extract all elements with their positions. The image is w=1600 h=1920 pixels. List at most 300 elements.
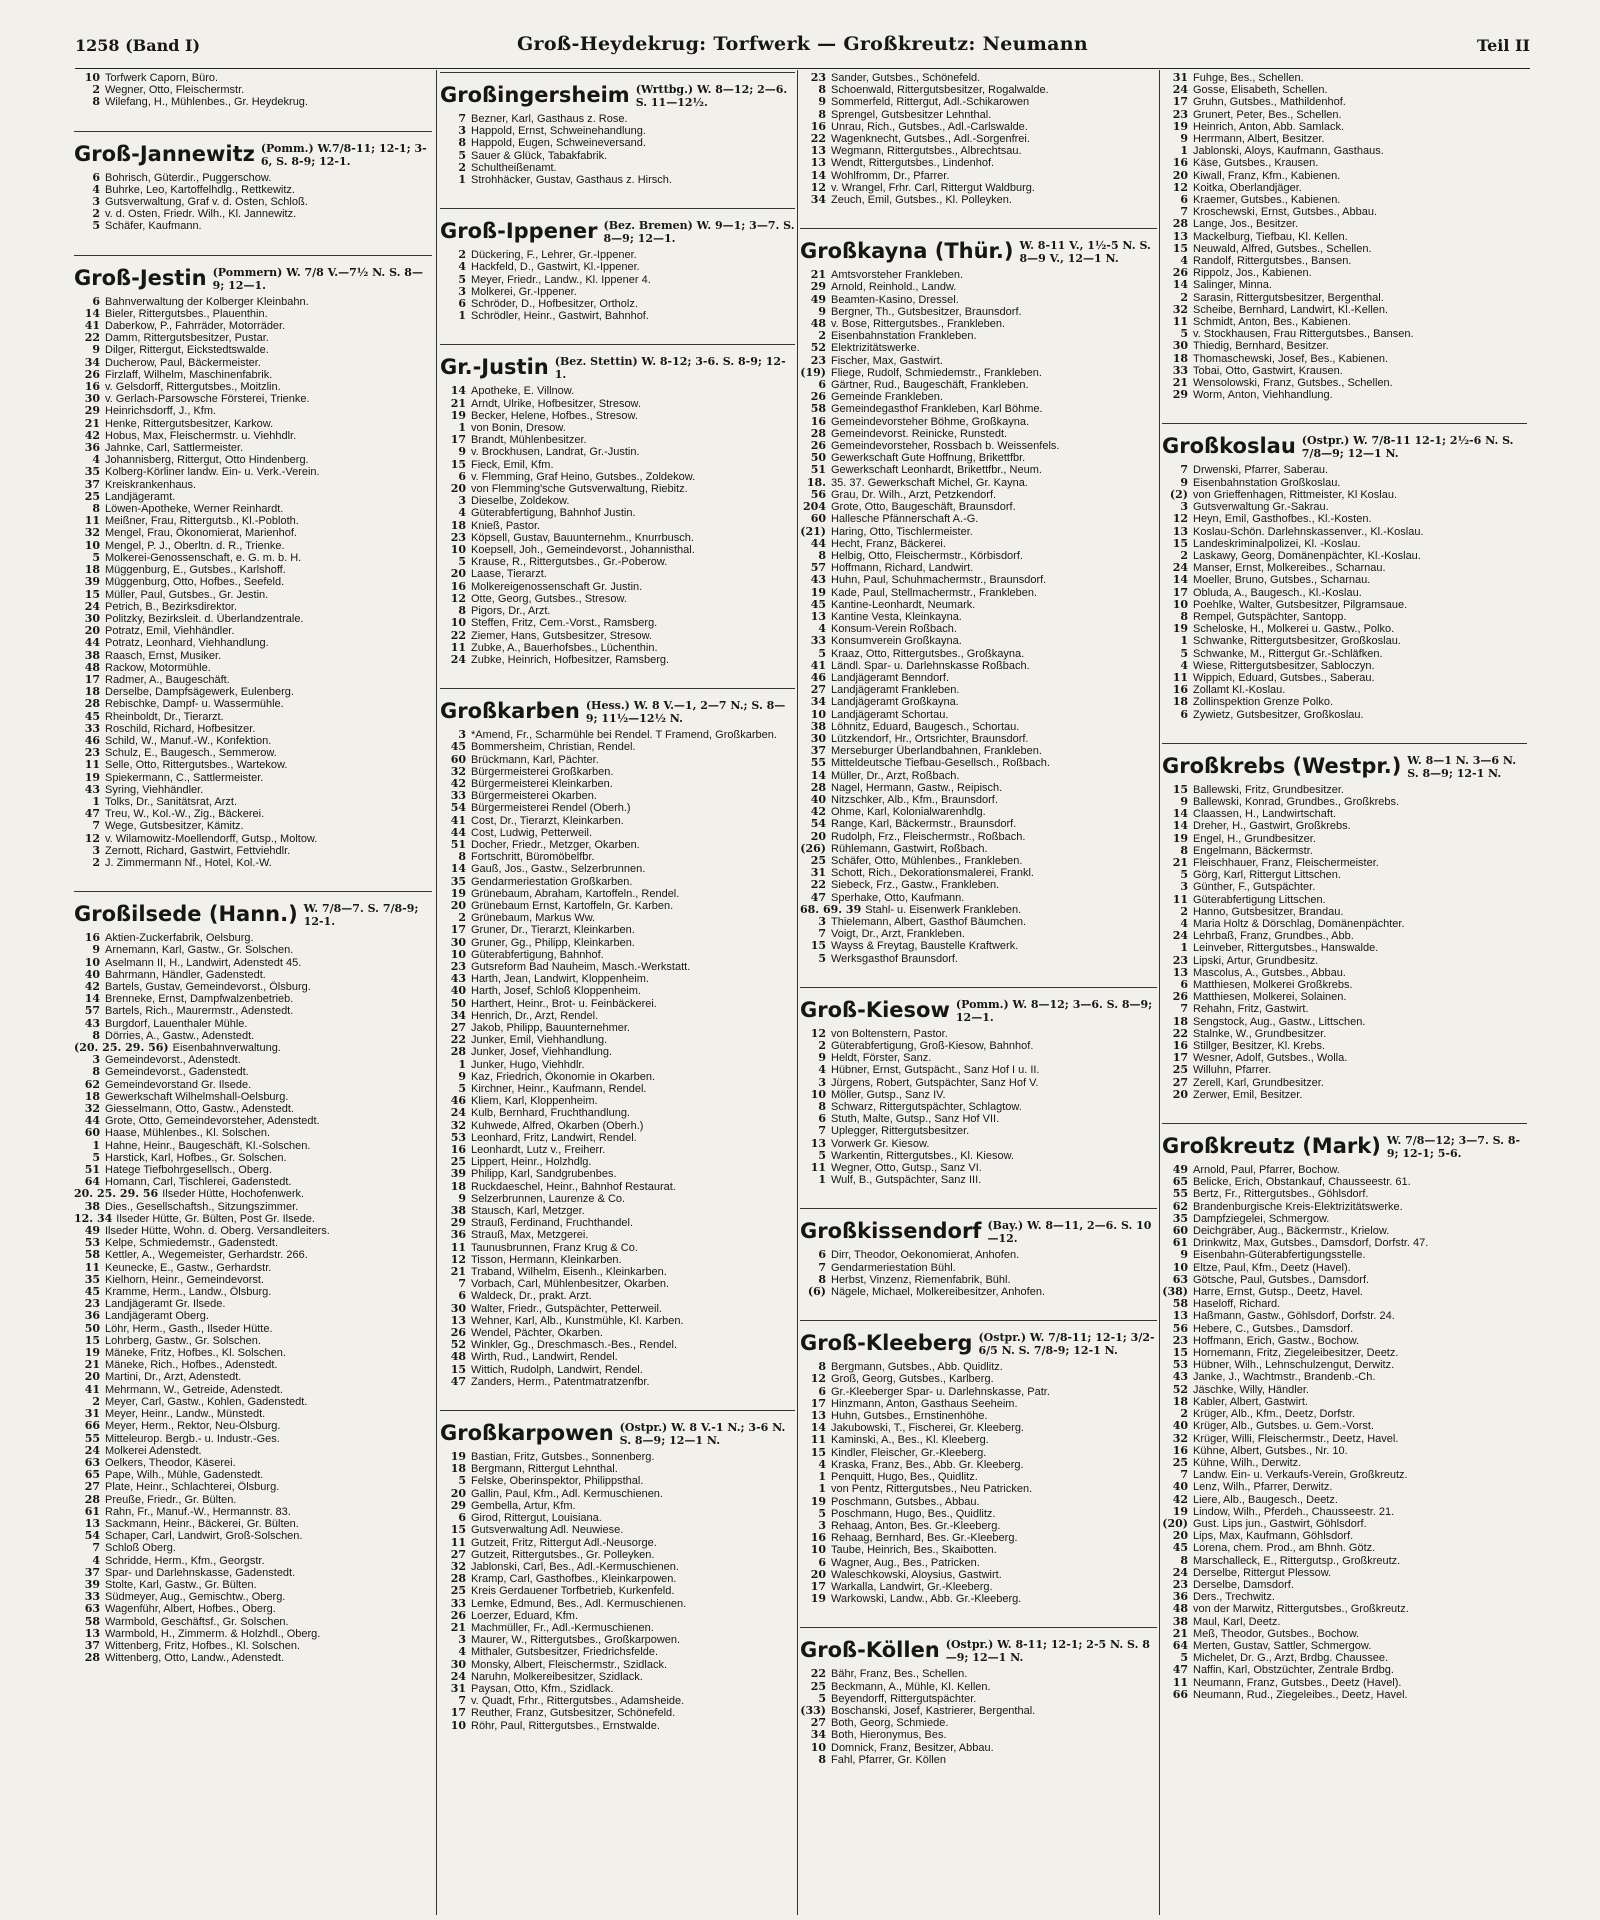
subscriber-name: Lipski, Artur, Grundbesitz. bbox=[1193, 954, 1319, 967]
subscriber-entry bbox=[1162, 1028, 1527, 1040]
phone-number: 53 bbox=[84, 1237, 100, 1250]
phone-number: 49 bbox=[84, 1225, 100, 1238]
subscriber-entry bbox=[440, 174, 795, 186]
subscriber-entry bbox=[800, 1693, 1157, 1705]
subscriber-entry bbox=[800, 1410, 1157, 1422]
subscriber-entry bbox=[74, 442, 432, 454]
subscriber-entry bbox=[74, 393, 432, 405]
subscriber-entry bbox=[440, 398, 795, 410]
subscriber-entry bbox=[800, 1162, 1157, 1174]
phone-number: 3 bbox=[818, 1076, 826, 1089]
subscriber-name: Daberkow, P., Fahrräder, Motorräder. bbox=[105, 320, 286, 333]
subscriber-entry bbox=[440, 790, 795, 802]
subscriber-entry bbox=[74, 1616, 432, 1628]
subscriber-name: Maul, Karl, Deetz. bbox=[1193, 1615, 1281, 1628]
office-hours: (Ostpr.) W. 8-11; 12-1; 2-5 N. S. 8—9; 12—1 N. bbox=[945, 1638, 1150, 1665]
phone-number: 15 bbox=[450, 1524, 466, 1537]
subscriber-entry bbox=[440, 495, 795, 507]
phone-number: 54 bbox=[810, 818, 826, 831]
subscriber-entry bbox=[1162, 477, 1527, 489]
phone-number: 21 bbox=[1172, 1627, 1188, 1640]
subscriber-entry bbox=[74, 1286, 432, 1298]
phone-number: 9 bbox=[458, 446, 466, 459]
subscriber-name: v. d. Osten, Friedr. Wilh., Kl. Jannewitz. bbox=[105, 208, 297, 221]
subscriber-name: Rackow, Motormühle. bbox=[105, 661, 211, 674]
phone-number: 4 bbox=[1180, 659, 1188, 672]
subscriber-entry bbox=[440, 888, 795, 900]
phone-number: 4 bbox=[1180, 255, 1188, 268]
subscriber-name: Bürgermeisterei Rendel (Oberh.) bbox=[471, 802, 631, 815]
subscriber-name: Kühne, Wilh., Derwitz. bbox=[1193, 1456, 1302, 1469]
subscriber-entry bbox=[74, 1140, 432, 1152]
subscriber-entry bbox=[74, 344, 432, 356]
subscriber-name: Gendarmeriestation Großkarben. bbox=[471, 875, 633, 888]
phone-number: 24 bbox=[450, 1670, 466, 1683]
phone-number: 7 bbox=[458, 1695, 466, 1708]
subscriber-entry bbox=[440, 249, 795, 261]
phone-number: 25 bbox=[84, 490, 100, 503]
subscriber-name: Arnold, Paul, Pfarrer, Bochow. bbox=[1193, 1164, 1340, 1177]
phone-number: 13 bbox=[1172, 230, 1188, 243]
subscriber-entry bbox=[800, 1077, 1157, 1089]
phone-number: 33 bbox=[1172, 364, 1188, 377]
subscriber-name: Bergmann, Rittergut Lehnthal. bbox=[471, 1463, 618, 1476]
subscriber-name: Grünebaum, Abraham, Kartoffeln., Rendel. bbox=[471, 887, 680, 900]
phone-number: 22 bbox=[810, 1668, 826, 1681]
subscriber-name: Laase, Tierarzt. bbox=[471, 568, 547, 581]
subscriber-entry bbox=[74, 1030, 432, 1042]
subscriber-entry bbox=[74, 993, 432, 1005]
subscriber-entry bbox=[1162, 942, 1527, 954]
subscriber-name: Krüger, Alb., Gutsbes. u. Gem.-Vorst. bbox=[1193, 1420, 1374, 1433]
subscriber-entry bbox=[74, 1371, 432, 1383]
subscriber-name: Rempel, Gutspächter, Santopp. bbox=[1193, 610, 1347, 623]
subscriber-entry bbox=[800, 330, 1157, 342]
subscriber-entry bbox=[1162, 1274, 1527, 1286]
subscriber-name: Käse, Gutsbes., Krausen. bbox=[1193, 157, 1319, 170]
phone-number: 42 bbox=[450, 777, 466, 790]
subscriber-entry bbox=[440, 471, 795, 483]
phone-number: 16 bbox=[1172, 157, 1188, 170]
subscriber-name: Ballewski, Konrad, Grundbes., Großkrebs. bbox=[1193, 795, 1400, 808]
subscriber-entry bbox=[800, 855, 1157, 867]
phone-number: 10 bbox=[1172, 598, 1188, 611]
subscriber-entry bbox=[1162, 660, 1527, 672]
subscriber-entry bbox=[74, 172, 432, 184]
subscriber-entry bbox=[440, 815, 795, 827]
phone-number: 15 bbox=[810, 1446, 826, 1459]
subscriber-entry bbox=[800, 452, 1157, 464]
subscriber-entry bbox=[74, 1555, 432, 1567]
subscriber-name: Bürgermeisterei Großkarben. bbox=[471, 765, 614, 778]
subscriber-entry bbox=[1162, 894, 1527, 906]
phone-number: 8 bbox=[458, 137, 466, 150]
phone-number: 4 bbox=[1180, 917, 1188, 930]
subscriber-name: Köpsell, Gustav, Bauunternehm., Knurrbusch. bbox=[471, 531, 694, 544]
place-name: Großkissendorf bbox=[800, 1219, 982, 1244]
subscriber-entry bbox=[800, 440, 1157, 452]
subscriber-name: Grote, Otto, Gemeindevorsteher, Adenstedt. bbox=[105, 1115, 320, 1128]
subscriber-name: Mengel, P. J., Oberltn. d. R., Trienke. bbox=[105, 539, 285, 552]
phone-number: 26 bbox=[1172, 991, 1188, 1004]
phone-number: 5 bbox=[458, 1475, 466, 1488]
phone-number: 10 bbox=[450, 544, 466, 557]
phone-number: 20 bbox=[84, 625, 100, 638]
subscriber-name: Mäneke, Rich., Hofbes., Adenstedt. bbox=[105, 1359, 278, 1372]
subscriber-entry bbox=[74, 320, 432, 332]
subscriber-name: Penquitt, Hugo, Bes., Quidlitz. bbox=[831, 1471, 978, 1484]
phone-number: 34 bbox=[810, 1729, 826, 1742]
subscriber-name: von Bonin, Dresow. bbox=[471, 422, 566, 435]
subscriber-name: Bürgermeisterei Kleinkarben. bbox=[471, 777, 613, 790]
subscriber-name: Beckmann, A., Mühle, Kl. Kellen. bbox=[831, 1680, 991, 1693]
phone-number: 10 bbox=[84, 72, 100, 84]
phone-number: 17 bbox=[84, 673, 100, 686]
subscriber-entry bbox=[74, 1335, 432, 1347]
phone-number: 31 bbox=[1172, 72, 1188, 84]
subscriber-name: Salinger, Minna. bbox=[1193, 279, 1272, 292]
subscriber-name: Treu, W., Kol.-W., Zig., Bäckerei. bbox=[105, 808, 265, 821]
subscriber-name: Gärtner, Rud., Baugeschäft, Frankleben. bbox=[831, 379, 1029, 392]
subscriber-entry bbox=[800, 879, 1157, 891]
phone-number: 36 bbox=[1172, 1591, 1188, 1604]
subscriber-name: Gemeindevorst., Adenstedt. bbox=[105, 1054, 241, 1067]
subscriber-entry bbox=[74, 296, 432, 308]
phone-number: 6 bbox=[92, 295, 100, 308]
subscriber-name: Tisson, Hermann, Kleinkarben. bbox=[471, 1253, 622, 1266]
subscriber-entry bbox=[800, 587, 1157, 599]
subscriber-entry bbox=[74, 308, 432, 320]
subscriber-name: v. Flemming, Graf Heino, Gutsbes., Zoldekow. bbox=[471, 470, 696, 483]
subscriber-entry bbox=[440, 310, 795, 322]
subscriber-entry bbox=[800, 928, 1157, 940]
phone-number: 14 bbox=[810, 1422, 826, 1435]
subscriber-entry bbox=[800, 489, 1157, 501]
phone-number: 45 bbox=[450, 741, 466, 754]
subscriber-entry bbox=[1162, 389, 1527, 401]
place-header bbox=[440, 1410, 795, 1447]
subscriber-name: Kramme, Herm., Landw., Ölsburg. bbox=[105, 1286, 272, 1299]
phone-number: 14 bbox=[450, 385, 466, 398]
place-name: Groß-Kleeberg bbox=[800, 1331, 973, 1356]
phone-number: 3 bbox=[458, 285, 466, 298]
subscriber-name: Südmeyer, Aug., Gemischtw., Oberg. bbox=[105, 1591, 286, 1604]
phone-number: 20 bbox=[810, 830, 826, 843]
subscriber-name: Haase, Mühlenbes., Kl. Solschen. bbox=[105, 1127, 271, 1140]
subscriber-entry bbox=[440, 900, 795, 912]
subscriber-name: Torfwerk Caporn, Büro. bbox=[105, 72, 219, 84]
subscriber-name: Wagenführ, Albert, Hofbes., Oberg. bbox=[105, 1603, 276, 1616]
subscriber-entry bbox=[1162, 464, 1527, 476]
subscriber-entry bbox=[74, 1494, 432, 1506]
place-header bbox=[800, 228, 1157, 265]
office-hours: (Bez. Bremen) W. 9—1; 3—7. S. 8—9; 12—1. bbox=[603, 219, 795, 246]
place-section bbox=[74, 255, 432, 870]
phone-number: 38 bbox=[810, 720, 826, 733]
subscriber-entry bbox=[440, 998, 795, 1010]
subscriber-name: Landjägeramt Oberg. bbox=[105, 1310, 209, 1323]
phone-number: 13 bbox=[1172, 525, 1188, 538]
subscriber-name: Michelet, Dr. G., Arzt, Brdbg. Chaussee. bbox=[1193, 1652, 1389, 1665]
subscriber-name: Sander, Gutsbes., Schönefeld. bbox=[831, 72, 981, 84]
place-header bbox=[74, 131, 432, 168]
phone-number: 5 bbox=[1180, 328, 1188, 341]
phone-number: 14 bbox=[1172, 279, 1188, 292]
phone-number: 11 bbox=[84, 759, 100, 772]
subscriber-entry bbox=[440, 1266, 795, 1278]
subscriber-entry bbox=[74, 784, 432, 796]
subscriber-name: Molkereigenossenschaft Gr. Justin. bbox=[471, 580, 643, 593]
subscriber-name: Rippolz, Jos., Kabienen. bbox=[1193, 267, 1312, 280]
subscriber-name: Koitka, Oberlandjäger. bbox=[1193, 181, 1302, 194]
subscriber-entry bbox=[440, 654, 795, 666]
phone-number: 11 bbox=[1172, 316, 1188, 329]
subscriber-name: Poehlke, Walter, Gutsbesitzer, Pilgramsaue. bbox=[1193, 598, 1408, 611]
subscriber-name: Bergmann, Gutsbes., Abb. Quidlitz. bbox=[831, 1361, 1003, 1374]
subscriber-name: Kabler, Albert, Gastwirt. bbox=[1193, 1395, 1308, 1408]
phone-number: 11 bbox=[1172, 893, 1188, 906]
subscriber-name: Naruhn, Molkereibesitzer, Szidlack. bbox=[471, 1670, 643, 1683]
phone-number: 5 bbox=[818, 1692, 826, 1705]
subscriber-name: Liere, Alb., Baugesch., Deetz. bbox=[1193, 1493, 1338, 1506]
subscriber-entry bbox=[800, 867, 1157, 879]
subscriber-name: Wagner, Aug., Bes., Patricken. bbox=[831, 1556, 980, 1569]
subscriber-name: Kaminski, A., Bes., Kl. Kleeberg. bbox=[831, 1434, 989, 1447]
subscriber-entry bbox=[1162, 231, 1527, 243]
subscriber-entry bbox=[440, 1646, 795, 1658]
subscriber-entry bbox=[800, 170, 1157, 182]
phone-number: 8 bbox=[818, 1753, 826, 1766]
subscriber-entry bbox=[440, 1217, 795, 1229]
phone-number: 12 bbox=[810, 1027, 826, 1040]
phone-number: 28 bbox=[1172, 218, 1188, 231]
subscriber-entry bbox=[440, 754, 795, 766]
subscriber-entry bbox=[1162, 1213, 1527, 1225]
subscriber-entry bbox=[1162, 1298, 1527, 1310]
phone-number: 10 bbox=[810, 1088, 826, 1101]
subscriber-name: Beamten-Kasino, Dressel. bbox=[831, 293, 959, 306]
subscriber-name: Warmbold, H., Zimmerm. & Holzhdl., Oberg. bbox=[105, 1627, 321, 1640]
column-divider bbox=[797, 70, 798, 1915]
phone-number: 60 bbox=[1172, 1225, 1188, 1238]
phone-number: 30 bbox=[450, 1302, 466, 1315]
subscriber-entry bbox=[440, 1107, 795, 1119]
phone-number: 21 bbox=[1172, 377, 1188, 390]
phone-number: 18. bbox=[806, 476, 826, 489]
phone-number: 53 bbox=[450, 1131, 466, 1144]
subscriber-entry bbox=[800, 709, 1157, 721]
phone-number: 61 bbox=[84, 1505, 100, 1518]
phone-number: 2 bbox=[1180, 1408, 1188, 1421]
phone-number: 55 bbox=[1172, 1188, 1188, 1201]
phone-number: 23 bbox=[84, 1298, 100, 1311]
subscriber-entry bbox=[1162, 833, 1527, 845]
subscriber-entry bbox=[1162, 292, 1527, 304]
subscriber-entry bbox=[800, 194, 1157, 206]
subscriber-entry bbox=[800, 757, 1157, 769]
phone-number: 3 bbox=[92, 1054, 100, 1067]
subscriber-entry bbox=[800, 1089, 1157, 1101]
subscriber-name: Groß, Georg, Gutsbes., Karlberg. bbox=[831, 1373, 994, 1386]
subscriber-name: Güterabfertigung, Bahnhof Justin. bbox=[471, 507, 636, 520]
subscriber-entry bbox=[800, 367, 1157, 379]
phone-number: 47 bbox=[810, 891, 826, 904]
subscriber-name: v. Wilamowitz-Moellendorff, Gutsp., Moltow. bbox=[105, 832, 318, 845]
subscriber-name: Gemeindevorsteher, Rossbach b. Weissenfels. bbox=[831, 440, 1060, 453]
phone-number: 18 bbox=[1172, 1015, 1188, 1028]
subscriber-name: Gr.-Kleeberger Spar- u. Darlehnskasse, Patr. bbox=[831, 1385, 1050, 1398]
subscriber-name: Spar- und Darlehnskasse, Gadenstedt. bbox=[105, 1566, 296, 1579]
phone-number: 17 bbox=[1172, 1052, 1188, 1065]
subscriber-name: Warkalla, Landwirt, Gr.-Kleeberg. bbox=[831, 1580, 993, 1593]
subscriber-entry bbox=[1162, 267, 1527, 279]
subscriber-name: Meyer, Friedr., Landw., Kl. Ippener 4. bbox=[471, 273, 651, 286]
place-section bbox=[1162, 72, 1527, 401]
phone-number: 26 bbox=[84, 368, 100, 381]
subscriber-name: Stahl- u. Eisenwerk Frankleben. bbox=[865, 903, 1022, 916]
subscriber-entry bbox=[74, 1542, 432, 1554]
place-header bbox=[800, 1208, 1157, 1245]
phone-number: 56 bbox=[810, 488, 826, 501]
subscriber-name: Wege, Gutsbesitzer, Kämitz. bbox=[105, 820, 244, 833]
subscriber-entry bbox=[1162, 1677, 1527, 1689]
subscriber-name: Bohrisch, Güterdir., Puggerschow. bbox=[105, 171, 272, 184]
phone-number: 50 bbox=[450, 997, 466, 1010]
subscriber-name: Gust. Lips jun., Gastwirt, Göhlsdorf. bbox=[1193, 1517, 1367, 1530]
subscriber-name: Krüger, Alb., Kfm., Deetz, Dorfstr. bbox=[1193, 1408, 1356, 1421]
subscriber-name: Homann, Carl, Tischlerei, Gadenstedt. bbox=[105, 1176, 292, 1189]
phone-number: 11 bbox=[84, 515, 100, 528]
subscriber-entry bbox=[1162, 513, 1527, 525]
subscriber-name: Koslau-Schön. Darlehnskassenver., Kl.-Koslau. bbox=[1193, 525, 1424, 538]
phone-number: 32 bbox=[84, 1103, 100, 1116]
phone-number: 19 bbox=[810, 1495, 826, 1508]
subscriber-entry bbox=[74, 1103, 432, 1115]
subscriber-name: Mitteleurop. Bergb.- u. Industr.-Ges. bbox=[105, 1432, 280, 1445]
phone-number: 31 bbox=[450, 1682, 466, 1695]
subscriber-entry bbox=[74, 662, 432, 674]
subscriber-name: Wirth, Rud., Landwirt, Rendel. bbox=[471, 1351, 618, 1364]
phone-number: 54 bbox=[450, 802, 466, 815]
phone-number: 23 bbox=[810, 72, 826, 84]
subscriber-name: Range, Karl, Bäckermstr., Braunsdorf. bbox=[831, 818, 1017, 831]
subscriber-name: Sarasin, Rittergutsbesitzer, Bergenthal. bbox=[1193, 291, 1384, 304]
subscriber-name: Haßmann, Gastw., Göhlsdorf, Dorfstr. 24. bbox=[1193, 1310, 1395, 1323]
phone-number: 26 bbox=[450, 1327, 466, 1340]
subscriber-name: Lange, Jos., Besitzer. bbox=[1193, 218, 1299, 231]
subscriber-name: Wulf, B., Gutspächter, Sanz III. bbox=[831, 1174, 982, 1187]
subscriber-entry bbox=[440, 729, 795, 741]
subscriber-entry bbox=[800, 672, 1157, 684]
phone-number: 20 bbox=[450, 899, 466, 912]
phone-number: 19 bbox=[84, 771, 100, 784]
subscriber-name: Sommerfeld, Rittergut, Adl.-Schikarowen bbox=[831, 96, 1030, 109]
subscriber-entry bbox=[1162, 881, 1527, 893]
subscriber-name: Domnick, Franz, Besitzer, Abbau. bbox=[831, 1741, 994, 1754]
phone-number: 16 bbox=[810, 1532, 826, 1545]
subscriber-entry bbox=[800, 379, 1157, 391]
subscriber-entry bbox=[74, 491, 432, 503]
subscriber-entry bbox=[1162, 1518, 1527, 1530]
subscriber-name: Gemeindevorst., Gadenstedt. bbox=[105, 1066, 249, 1079]
phone-number: 14 bbox=[1172, 808, 1188, 821]
phone-number: 14 bbox=[810, 769, 826, 782]
subscriber-name: Gendarmeriestation Bühl. bbox=[831, 1261, 956, 1274]
phone-number: 30 bbox=[84, 612, 100, 625]
subscriber-name: Neumann, Rud., Ziegeleibes., Deetz, Havel. bbox=[1193, 1688, 1408, 1701]
subscriber-entry bbox=[74, 1445, 432, 1457]
phone-number: (38) bbox=[1162, 1286, 1188, 1299]
phone-number: 55 bbox=[810, 757, 826, 770]
phone-number: 17 bbox=[810, 1580, 826, 1593]
phone-number: 41 bbox=[810, 659, 826, 672]
phone-number: 24 bbox=[450, 653, 466, 666]
subscriber-entry bbox=[1162, 489, 1527, 501]
subscriber-entry bbox=[440, 937, 795, 949]
subscriber-entry bbox=[440, 459, 795, 471]
subscriber-entry bbox=[1162, 145, 1527, 157]
phone-number: 39 bbox=[450, 1168, 466, 1181]
place-section bbox=[1162, 423, 1527, 720]
phone-number: 23 bbox=[450, 531, 466, 544]
subscriber-name: Stalnke, W., Grundbesitzer. bbox=[1193, 1027, 1327, 1040]
subscriber-entry bbox=[1162, 967, 1527, 979]
subscriber-name: Bürgermeisterei Okarben. bbox=[471, 790, 597, 803]
phone-number: 15 bbox=[84, 1334, 100, 1347]
subscriber-name: Jakubowski, T., Fischerei, Gr. Kleeberg. bbox=[831, 1422, 1024, 1435]
subscriber-name: Meß, Theodor, Gutsbes., Bochow. bbox=[1193, 1627, 1360, 1640]
phone-number: 5 bbox=[818, 647, 826, 660]
subscriber-name: Günther, F., Gutspächter. bbox=[1193, 881, 1316, 894]
phone-number: 26 bbox=[1172, 267, 1188, 280]
phone-number: 12 bbox=[450, 592, 466, 605]
subscriber-name: Lehrbaß, Franz, Grundbes., Abb. bbox=[1193, 930, 1354, 943]
subscriber-name: Poschmann, Hugo, Bes., Quidlitz. bbox=[831, 1507, 996, 1520]
phone-number: 52 bbox=[810, 342, 826, 355]
phone-number: 61 bbox=[1172, 1237, 1188, 1250]
phone-number: 25 bbox=[450, 1585, 466, 1598]
phone-number: 37 bbox=[84, 1639, 100, 1652]
subscriber-name: Mithaler, Gutsbesitzer, Friedrichsfelde. bbox=[471, 1646, 659, 1659]
phone-number: 204 bbox=[803, 501, 826, 514]
phone-number: 18 bbox=[450, 519, 466, 532]
phone-number: 34 bbox=[450, 1009, 466, 1022]
phone-number: 11 bbox=[1172, 671, 1188, 684]
phone-number: 12. 34 bbox=[74, 1212, 113, 1225]
subscriber-name: v. Bose, Rittergutsbes., Frankleben. bbox=[831, 318, 1006, 331]
subscriber-name: Landjägeramt Schortau. bbox=[831, 708, 949, 721]
phone-number: 3 bbox=[92, 844, 100, 857]
subscriber-name: Potratz, Leonhard, Viehhandlung. bbox=[105, 637, 269, 650]
subscriber-name: Mackelburg, Tiefbau, Kl. Kellen. bbox=[1193, 230, 1348, 243]
phone-number: 32 bbox=[450, 1560, 466, 1573]
subscriber-name: Ohme, Karl, Kolonialwarenhdlg. bbox=[831, 806, 986, 819]
subscriber-entry bbox=[74, 479, 432, 491]
phone-number: 32 bbox=[450, 1119, 466, 1132]
subscriber-name: Kettler, A., Wegemeister, Gerhardstr. 266. bbox=[105, 1249, 308, 1262]
subscriber-name: Konsum-Verein Roßbach. bbox=[831, 623, 957, 636]
subscriber-entry bbox=[1162, 1003, 1527, 1015]
phone-number: 28 bbox=[810, 781, 826, 794]
place-header bbox=[440, 72, 795, 109]
subscriber-name: Arnemann, Karl, Gastw., Gr. Solschen. bbox=[105, 944, 294, 957]
phone-number: 2 bbox=[458, 161, 466, 174]
subscriber-entry bbox=[1162, 1052, 1527, 1064]
subscriber-name: Walter, Friedr., Gutspächter, Petterweil. bbox=[471, 1302, 662, 1315]
subscriber-entry bbox=[74, 1298, 432, 1310]
subscriber-name: Kantine-Leonhardt, Neumark. bbox=[831, 598, 976, 611]
subscriber-entry bbox=[74, 820, 432, 832]
